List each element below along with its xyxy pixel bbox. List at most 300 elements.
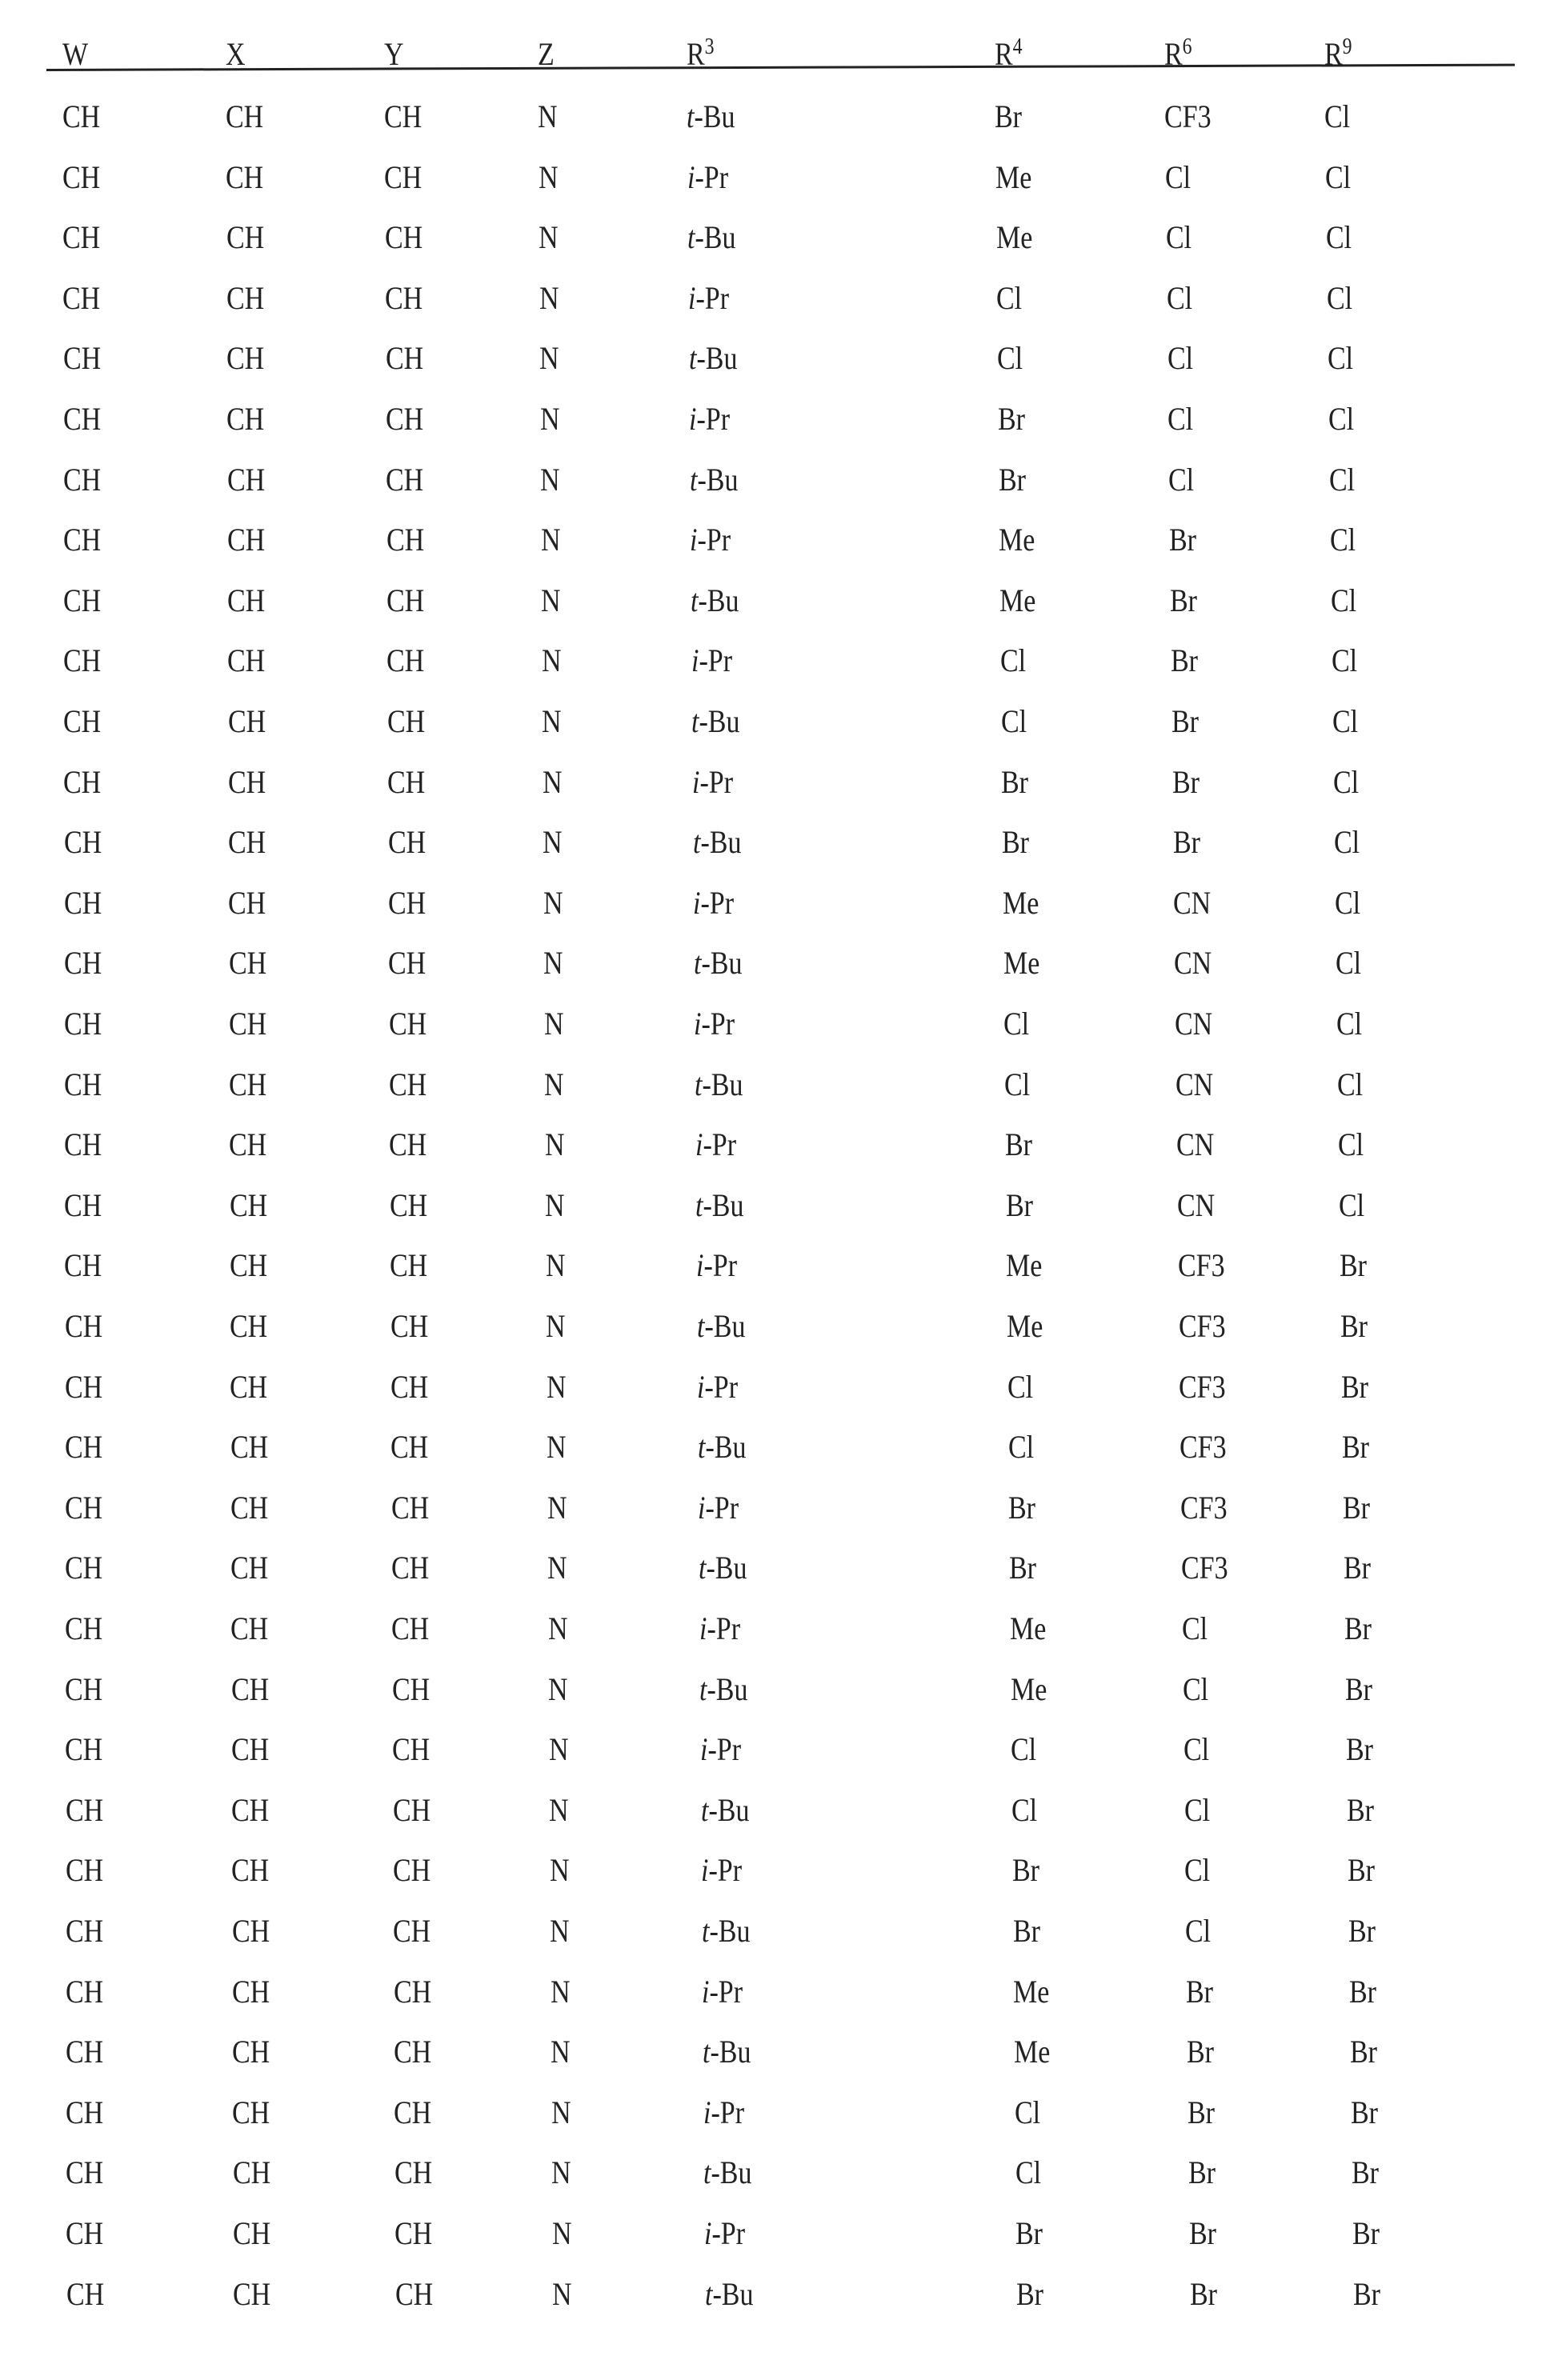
table-cell: CH — [393, 1846, 431, 1894]
table-row — [0, 577, 1550, 625]
table-cell: i-Pr — [700, 1726, 741, 1774]
table-cell: Cl — [1330, 516, 1356, 564]
column-header — [1164, 30, 1192, 78]
table-cell: CH — [231, 1726, 269, 1774]
table-cell: CH — [229, 1000, 266, 1048]
table-cell: i-Pr — [693, 879, 734, 927]
table-cell: CH — [229, 1121, 266, 1169]
table-cell: CH — [66, 1907, 103, 1955]
table-cell: Br — [1351, 2089, 1378, 2137]
table-row — [0, 2149, 1550, 2197]
column-header-label: R — [1324, 36, 1343, 72]
table-cell: CH — [63, 395, 101, 443]
table-cell: Cl — [1324, 93, 1350, 141]
table-cell: t-Bu — [699, 1544, 747, 1592]
table-cell: CH — [228, 698, 266, 746]
table-row — [0, 1907, 1550, 1955]
table-cell: CH — [64, 939, 102, 987]
table-cell: Br — [1186, 1968, 1213, 2016]
table-cell: CH — [229, 939, 266, 987]
table-cell: Cl — [1336, 1000, 1362, 1048]
table-cell: i-Pr — [694, 1000, 735, 1048]
table-cell: Br — [1002, 818, 1029, 866]
table-cell: Br — [1340, 1302, 1368, 1350]
table-cell: CH — [230, 1363, 267, 1411]
table-cell: Br — [1009, 1544, 1036, 1592]
table-cell: i-Pr — [699, 1605, 740, 1653]
table-row — [0, 1423, 1550, 1471]
table-cell: Cl — [1184, 1786, 1210, 1834]
table-cell: Me — [1003, 879, 1039, 927]
table-row — [0, 93, 1550, 141]
table-cell: i-Pr — [689, 395, 730, 443]
table-cell: Cl — [1165, 154, 1191, 202]
column-header — [687, 30, 715, 78]
table-cell: Br — [1001, 758, 1028, 806]
table-cell: CN — [1176, 1121, 1214, 1169]
table-cell: N — [551, 1968, 571, 2016]
table-row — [0, 2210, 1550, 2258]
table-cell: N — [545, 1182, 565, 1230]
table-cell: Me — [995, 154, 1031, 202]
table-cell: CH — [384, 154, 422, 202]
table-cell: CH — [231, 1666, 269, 1714]
table-cell: Cl — [1328, 334, 1353, 382]
table-cell: Cl — [996, 274, 1022, 322]
column-header-label: X — [226, 36, 246, 72]
table-cell: t-Bu — [705, 2270, 753, 2318]
table-cell: Br — [1188, 2089, 1215, 2137]
table-cell: CH — [390, 1242, 427, 1290]
table-cell: CH — [391, 1605, 429, 1653]
table-cell: Cl — [1326, 214, 1352, 262]
table-cell: Br — [1171, 637, 1198, 685]
table-cell: Cl — [1183, 1666, 1208, 1714]
column-header-label: W — [62, 36, 88, 72]
table-cell: CH — [66, 2089, 103, 2137]
table-cell: Br — [1350, 2028, 1377, 2076]
table-cell: N — [544, 1000, 564, 1048]
table-cell: Br — [1343, 1484, 1370, 1532]
table-cell: Br — [1012, 1846, 1039, 1894]
table-cell: CH — [385, 214, 423, 262]
column-header — [384, 30, 404, 78]
table-cell: Me — [999, 577, 1035, 625]
table-cell: t-Bu — [697, 1302, 745, 1350]
table-cell: CH — [232, 1968, 270, 2016]
table-cell: Br — [1344, 1544, 1371, 1592]
column-header-superscript: 3 — [705, 34, 715, 59]
table-cell: Br — [1172, 698, 1199, 746]
table-cell: N — [543, 879, 563, 927]
table-cell: CH — [64, 1242, 102, 1290]
table-cell: i-Pr — [695, 1121, 736, 1169]
table-cell: Me — [1010, 1605, 1046, 1653]
table-cell: Me — [1011, 1666, 1047, 1714]
table-cell: Cl — [1332, 637, 1357, 685]
table-cell: CN — [1176, 1061, 1213, 1109]
table-row — [0, 214, 1550, 262]
table-cell: CH — [386, 637, 424, 685]
table-row — [0, 516, 1550, 564]
table-cell: CH — [226, 274, 264, 322]
table-cell: Br — [1013, 1907, 1040, 1955]
table-cell: CH — [387, 698, 425, 746]
table-cell: Cl — [1339, 1182, 1364, 1230]
table-cell: CH — [63, 334, 101, 382]
table-cell: CH — [394, 1968, 431, 2016]
table-cell: N — [539, 334, 559, 382]
table-cell: CH — [66, 2028, 103, 2076]
table-cell: CH — [227, 577, 265, 625]
table-cell: Br — [1345, 1666, 1372, 1714]
table-row — [0, 1242, 1550, 1290]
table-cell: N — [547, 1423, 567, 1471]
table-cell: CF3 — [1179, 1302, 1226, 1350]
table-row — [0, 2089, 1550, 2137]
table-cell: Br — [1188, 2149, 1216, 2197]
table-cell: Cl — [1008, 1423, 1034, 1471]
table-cell: Br — [998, 395, 1025, 443]
table-cell: i-Pr — [702, 1968, 743, 2016]
table-cell: Br — [1008, 1484, 1035, 1532]
table-cell: CH — [230, 1605, 268, 1653]
table-cell: Me — [1007, 1302, 1043, 1350]
table-cell: Cl — [1168, 334, 1193, 382]
table-cell: i-Pr — [692, 758, 733, 806]
table-cell: CF3 — [1180, 1423, 1227, 1471]
table-cell: i-Pr — [688, 274, 729, 322]
table-cell: Cl — [1333, 758, 1359, 806]
table-cell: Br — [1005, 1121, 1032, 1169]
table-cell: CH — [64, 1061, 102, 1109]
table-cell: N — [547, 1544, 567, 1592]
column-header-label: Z — [538, 36, 555, 72]
table-row — [0, 1363, 1550, 1411]
table-cell: Br — [995, 93, 1022, 141]
table-cell: CN — [1177, 1182, 1215, 1230]
table-row — [0, 758, 1550, 806]
table-cell: i-Pr — [696, 1242, 737, 1290]
table-cell: CF3 — [1181, 1544, 1228, 1592]
table-cell: N — [549, 1726, 569, 1774]
table-cell: N — [551, 2028, 571, 2076]
table-cell: CH — [391, 1484, 429, 1532]
table-row — [0, 2270, 1550, 2318]
table-cell: CH — [63, 698, 101, 746]
table-cell: Cl — [1168, 395, 1193, 443]
table-cell: t-Bu — [695, 1182, 743, 1230]
table-cell: N — [542, 637, 562, 685]
table-cell: CH — [66, 2270, 104, 2318]
table-cell: CH — [65, 1726, 102, 1774]
table-cell: Br — [1340, 1242, 1367, 1290]
table-row — [0, 1302, 1550, 1350]
table-row — [0, 1484, 1550, 1532]
table-cell: CH — [230, 1242, 267, 1290]
table-row — [0, 879, 1550, 927]
table-cell: Cl — [1328, 395, 1354, 443]
table-cell: CH — [389, 1000, 427, 1048]
table-cell: t-Bu — [698, 1423, 746, 1471]
table-cell: Br — [1015, 2210, 1043, 2258]
table-cell: CN — [1174, 939, 1212, 987]
column-header — [538, 30, 555, 78]
table-cell: CH — [62, 93, 100, 141]
table-cell: Me — [1014, 2028, 1050, 2076]
table-cell: Cl — [1338, 1121, 1364, 1169]
column-header — [995, 30, 1023, 78]
table-cell: N — [543, 818, 563, 866]
table-cell: Cl — [1004, 1061, 1030, 1109]
table-cell: Br — [1348, 1846, 1375, 1894]
table-cell: CH — [228, 758, 266, 806]
table-cell: Cl — [1003, 1000, 1029, 1048]
table-cell: Br — [1187, 2028, 1214, 2076]
column-header-label: Y — [384, 36, 404, 72]
column-header-superscript: 4 — [1013, 34, 1023, 59]
table-row — [0, 637, 1550, 685]
table-cell: CH — [66, 1786, 103, 1834]
table-cell: CH — [64, 1182, 102, 1230]
table-cell: CH — [386, 577, 424, 625]
table-cell: CN — [1173, 879, 1211, 927]
table-cell: Cl — [1327, 274, 1352, 322]
table-row — [0, 334, 1550, 382]
table-cell: t-Bu — [691, 577, 739, 625]
table-cell: CH — [65, 1302, 102, 1350]
table-cell: CH — [388, 879, 426, 927]
table-cell: N — [551, 2149, 571, 2197]
table-cell: CH — [230, 1484, 268, 1532]
table-cell: CH — [391, 1423, 428, 1471]
table-cell: CH — [230, 1544, 268, 1592]
table-cell: CH — [65, 1544, 102, 1592]
table-cell: Br — [1348, 1907, 1376, 1955]
table-row — [0, 1968, 1550, 2016]
table-cell: CH — [63, 577, 101, 625]
table-cell: CH — [228, 879, 266, 927]
table-cell: N — [547, 1363, 567, 1411]
table-cell: N — [551, 2089, 571, 2137]
table-cell: Cl — [1334, 818, 1360, 866]
table-cell: CH — [232, 2089, 270, 2137]
table-cell: CH — [227, 637, 265, 685]
table-cell: t-Bu — [694, 939, 742, 987]
table-cell: CH — [66, 2149, 103, 2197]
table-cell: Cl — [1337, 1061, 1363, 1109]
table-cell: i-Pr — [691, 637, 732, 685]
table-cell: CF3 — [1178, 1242, 1225, 1290]
table-cell: Me — [996, 214, 1032, 262]
table-cell: Cl — [1011, 1726, 1036, 1774]
table-cell: N — [544, 1061, 564, 1109]
table-cell: Cl — [1167, 274, 1192, 322]
table-cell: Cl — [1184, 1726, 1209, 1774]
table-cell: CH — [230, 1182, 267, 1230]
table-cell: N — [539, 214, 559, 262]
table-cell: CH — [66, 1968, 103, 2016]
table-cell: CF3 — [1180, 1484, 1228, 1532]
table-cell: Br — [1342, 1423, 1369, 1471]
table-row — [0, 154, 1550, 202]
table-cell: CH — [231, 1786, 269, 1834]
table-cell: CF3 — [1179, 1363, 1226, 1411]
table-cell: CH — [233, 2270, 270, 2318]
table-cell: CH — [384, 93, 422, 141]
table-cell: Cl — [1185, 1907, 1211, 1955]
table-cell: CH — [64, 1121, 102, 1169]
table-cell: CH — [391, 1544, 429, 1592]
table-cell: i-Pr — [704, 2210, 745, 2258]
table-cell: Br — [1016, 2270, 1043, 2318]
table-cell: CH — [62, 154, 100, 202]
table-cell: N — [546, 1242, 566, 1290]
table-cell: CH — [65, 1484, 102, 1532]
table-cell: t-Bu — [701, 1786, 749, 1834]
table-cell: Br — [1349, 1968, 1376, 2016]
table-row — [0, 1846, 1550, 1894]
table-cell: CH — [388, 939, 426, 987]
table-cell: CH — [66, 2210, 103, 2258]
table-cell: t-Bu — [687, 214, 735, 262]
table-row — [0, 456, 1550, 504]
table-cell: Br — [999, 456, 1026, 504]
table-cell: i-Pr — [703, 2089, 744, 2137]
table-cell: CH — [227, 456, 265, 504]
table-cell: Br — [1189, 2210, 1216, 2258]
table-cell: CH — [390, 1182, 427, 1230]
column-header — [1324, 30, 1352, 78]
table-cell: N — [539, 154, 559, 202]
table-row — [0, 1726, 1550, 1774]
table-cell: N — [540, 395, 560, 443]
table-header-row — [0, 30, 1550, 78]
table-cell: Me — [999, 516, 1035, 564]
table-cell: N — [552, 2270, 572, 2318]
table-cell: CH — [228, 818, 266, 866]
table-cell: Cl — [1168, 456, 1194, 504]
table-cell: CH — [394, 2089, 431, 2137]
table-cell: CH — [226, 154, 263, 202]
table-cell: Me — [1013, 1968, 1049, 2016]
table-cell: CH — [229, 1061, 266, 1109]
table-cell: CH — [395, 2149, 432, 2197]
table-cell: Cl — [1166, 214, 1192, 262]
table-cell: Br — [1170, 577, 1197, 625]
table-cell: t-Bu — [702, 1907, 750, 1955]
table-cell: N — [538, 93, 558, 141]
table-cell: Cl — [1325, 154, 1351, 202]
table-cell: Br — [1172, 758, 1200, 806]
table-cell: N — [542, 698, 562, 746]
table-cell: CH — [386, 395, 423, 443]
table-row — [0, 1182, 1550, 1230]
table-cell: CH — [226, 214, 264, 262]
table-row — [0, 939, 1550, 987]
table-cell: N — [541, 516, 561, 564]
table-cell: Cl — [997, 334, 1023, 382]
table-cell: N — [539, 274, 559, 322]
table-cell: CH — [393, 1786, 431, 1834]
table-cell: N — [548, 1605, 568, 1653]
table-cell: i-Pr — [697, 1363, 738, 1411]
table-cell: Cl — [1001, 698, 1027, 746]
table-cell: Cl — [1184, 1846, 1210, 1894]
table-cell: i-Pr — [687, 154, 728, 202]
table-cell: CH — [64, 1000, 102, 1048]
table-cell: Cl — [1332, 698, 1358, 746]
table-row — [0, 395, 1550, 443]
table-row — [0, 818, 1550, 866]
table-row — [0, 698, 1550, 746]
table-cell: CH — [389, 1121, 427, 1169]
table-cell: CH — [64, 818, 102, 866]
table-cell: CH — [395, 2210, 432, 2258]
table-cell: CH — [385, 274, 423, 322]
table-cell: CH — [226, 93, 263, 141]
column-header-label: R — [995, 36, 1013, 72]
column-header-superscript: 9 — [1343, 34, 1352, 59]
table-cell: Cl — [1336, 939, 1361, 987]
table-cell: CH — [63, 637, 101, 685]
table-cell: CH — [387, 758, 425, 806]
table-cell: CH — [391, 1363, 428, 1411]
table-cell: N — [552, 2210, 572, 2258]
table-cell: CH — [386, 334, 423, 382]
table-cell: CH — [62, 214, 100, 262]
column-header-label: R — [687, 36, 705, 72]
table-cell: Br — [1173, 818, 1200, 866]
table-cell: CH — [64, 879, 102, 927]
table-cell: CH — [226, 334, 264, 382]
table-cell: N — [546, 1302, 566, 1350]
table-cell: Br — [1352, 2149, 1379, 2197]
table-cell: Cl — [1335, 879, 1360, 927]
table-cell: CH — [233, 2149, 270, 2197]
table-row — [0, 1786, 1550, 1834]
table-cell: Br — [1347, 1786, 1374, 1834]
table-cell: t-Bu — [693, 818, 741, 866]
table-cell: t-Bu — [703, 2028, 751, 2076]
table-cell: CH — [394, 2028, 431, 2076]
table-cell: Cl — [1000, 637, 1026, 685]
table-row — [0, 1666, 1550, 1714]
table-cell: CH — [230, 1423, 268, 1471]
table-row — [0, 1061, 1550, 1109]
table-cell: Cl — [1015, 2089, 1040, 2137]
table-cell: CH — [65, 1605, 102, 1653]
table-cell: CH — [62, 274, 100, 322]
table-cell: i-Pr — [701, 1846, 742, 1894]
table-cell: CH — [65, 1423, 102, 1471]
table-cell: CH — [226, 395, 264, 443]
table-cell: CH — [232, 1907, 270, 1955]
table-cell: CF3 — [1164, 93, 1212, 141]
table-cell: Br — [1169, 516, 1196, 564]
table-cell: Br — [1190, 2270, 1217, 2318]
table-row — [0, 274, 1550, 322]
table-row — [0, 2028, 1550, 2076]
table-cell: Cl — [1182, 1605, 1208, 1653]
column-header — [62, 30, 88, 78]
table-cell: t-Bu — [689, 334, 737, 382]
table-cell: CH — [386, 456, 423, 504]
table-cell: CH — [65, 1363, 102, 1411]
table-cell: i-Pr — [690, 516, 731, 564]
table-cell: Br — [1006, 1182, 1033, 1230]
table-cell: CH — [63, 758, 101, 806]
